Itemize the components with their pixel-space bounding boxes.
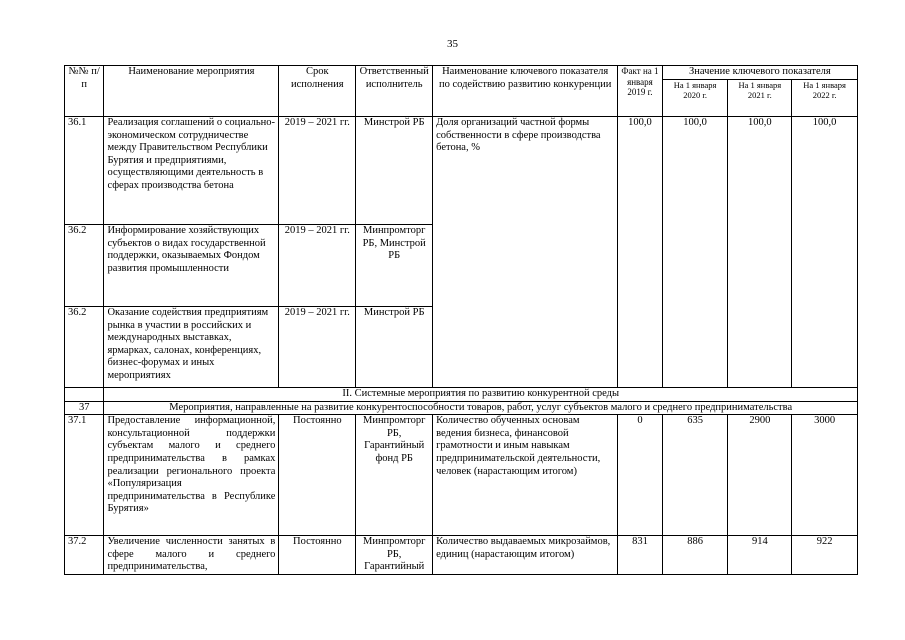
row-responsible: Минпромторг РБ, Гарантийный [356,536,433,575]
row-value-2021: 100,0 [728,117,792,388]
section-title: II. Системные мероприятия по развитию конкурентной среды [104,388,858,402]
row-deadline: 2019 – 2021 гг. [279,307,356,388]
row-fact: 831 [618,536,663,575]
table-row [65,536,858,575]
row-deadline: Постоянно [279,415,356,536]
header-num: №№ п/п [65,66,104,117]
group-title: Мероприятия, направленные на развитие конкурентоспособности товаров, работ, услуг субъектов малого и среднего предпринимательства [104,401,858,415]
row-value-2020: 635 [662,415,728,536]
header-2020: На 1 января 2020 г. [662,79,728,116]
row-responsible: Минстрой РБ [356,307,433,388]
row-deadline: 2019 – 2021 гг. [279,117,356,225]
header-fact: Факт на 1 января 2019 г. [618,66,663,117]
row-value-2020: 100,0 [662,117,728,388]
section-row [65,388,858,402]
row-value-2020: 886 [662,536,728,575]
row-name: Оказание содействия предприятиям рынка в участии в российских и международных выставках, ярмарках, салонах, конференциях, бизнес-форумах и иных мероприятиях [104,307,279,388]
row-indicator: Доля организаций частной формы собственности в сфере производства бетона, % [433,117,618,388]
row-num: 37.2 [65,536,104,575]
table-row [65,415,858,536]
row-name: Увеличение численности занятых в сфере малого и среднего предпринимательства, [104,536,279,575]
header-row-1 [65,66,858,80]
header-value-group: Значение ключевого показателя [662,66,857,80]
table-row [65,117,858,225]
row-num: 36.2 [65,307,104,388]
header-deadline: Срок исполнения [279,66,356,117]
row-responsible: Минстрой РБ [356,117,433,225]
header-responsible: Ответственный исполнитель [356,66,433,117]
header-indicator: Наименование ключевого показателя по содействию развитию конкуренции [433,66,618,117]
row-deadline: Постоянно [279,536,356,575]
row-indicator: Количество выдаваемых микрозаймов, единиц (нарастающим итогом) [433,536,618,575]
row-value-2022: 922 [792,536,858,575]
row-deadline: 2019 – 2021 гг. [279,225,356,307]
row-value-2021: 914 [728,536,792,575]
section-blank-cell [65,388,104,402]
row-responsible: Минпромторг РБ, Минстрой РБ [356,225,433,307]
row-fact: 100,0 [618,117,663,388]
row-num: 36.1 [65,117,104,225]
row-responsible: Минпромторг РБ, Гарантийный фонд РБ [356,415,433,536]
row-value-2021: 2900 [728,415,792,536]
page-number: 35 [447,38,458,50]
header-2021: На 1 января 2021 г. [728,79,792,116]
row-value-2022: 100,0 [792,117,858,388]
row-fact: 0 [618,415,663,536]
row-name: Предоставление информационной, консультационной поддержки субъектам малого и среднего предпринимательства в рамках реализации регионального проекта «Популяризация предпринимательства в Республике Бурятия» [104,415,279,536]
measures-table [64,65,858,575]
row-value-2022: 3000 [792,415,858,536]
row-num: 36.2 [65,225,104,307]
header-2022: На 1 января 2022 г. [792,79,858,116]
row-num: 37.1 [65,415,104,536]
row-name: Информирование хозяйствующих субъектов о видах государственной поддержки, оказываемых Фондом развития промышленности [104,225,279,307]
group-row [65,401,858,415]
row-indicator: Количество обученных основам ведения бизнеса, финансовой грамотности и иным навыкам предпринимательской деятельности, человек (нарастающим итогом) [433,415,618,536]
header-name: Наименование мероприятия [104,66,279,117]
row-name: Реализация соглашений о социально-экономическом сотрудничестве между Правительством Республики Бурятия и предприятиями, осуществляющими деятельность в сферах производства бетона [104,117,279,225]
group-num: 37 [65,401,104,415]
